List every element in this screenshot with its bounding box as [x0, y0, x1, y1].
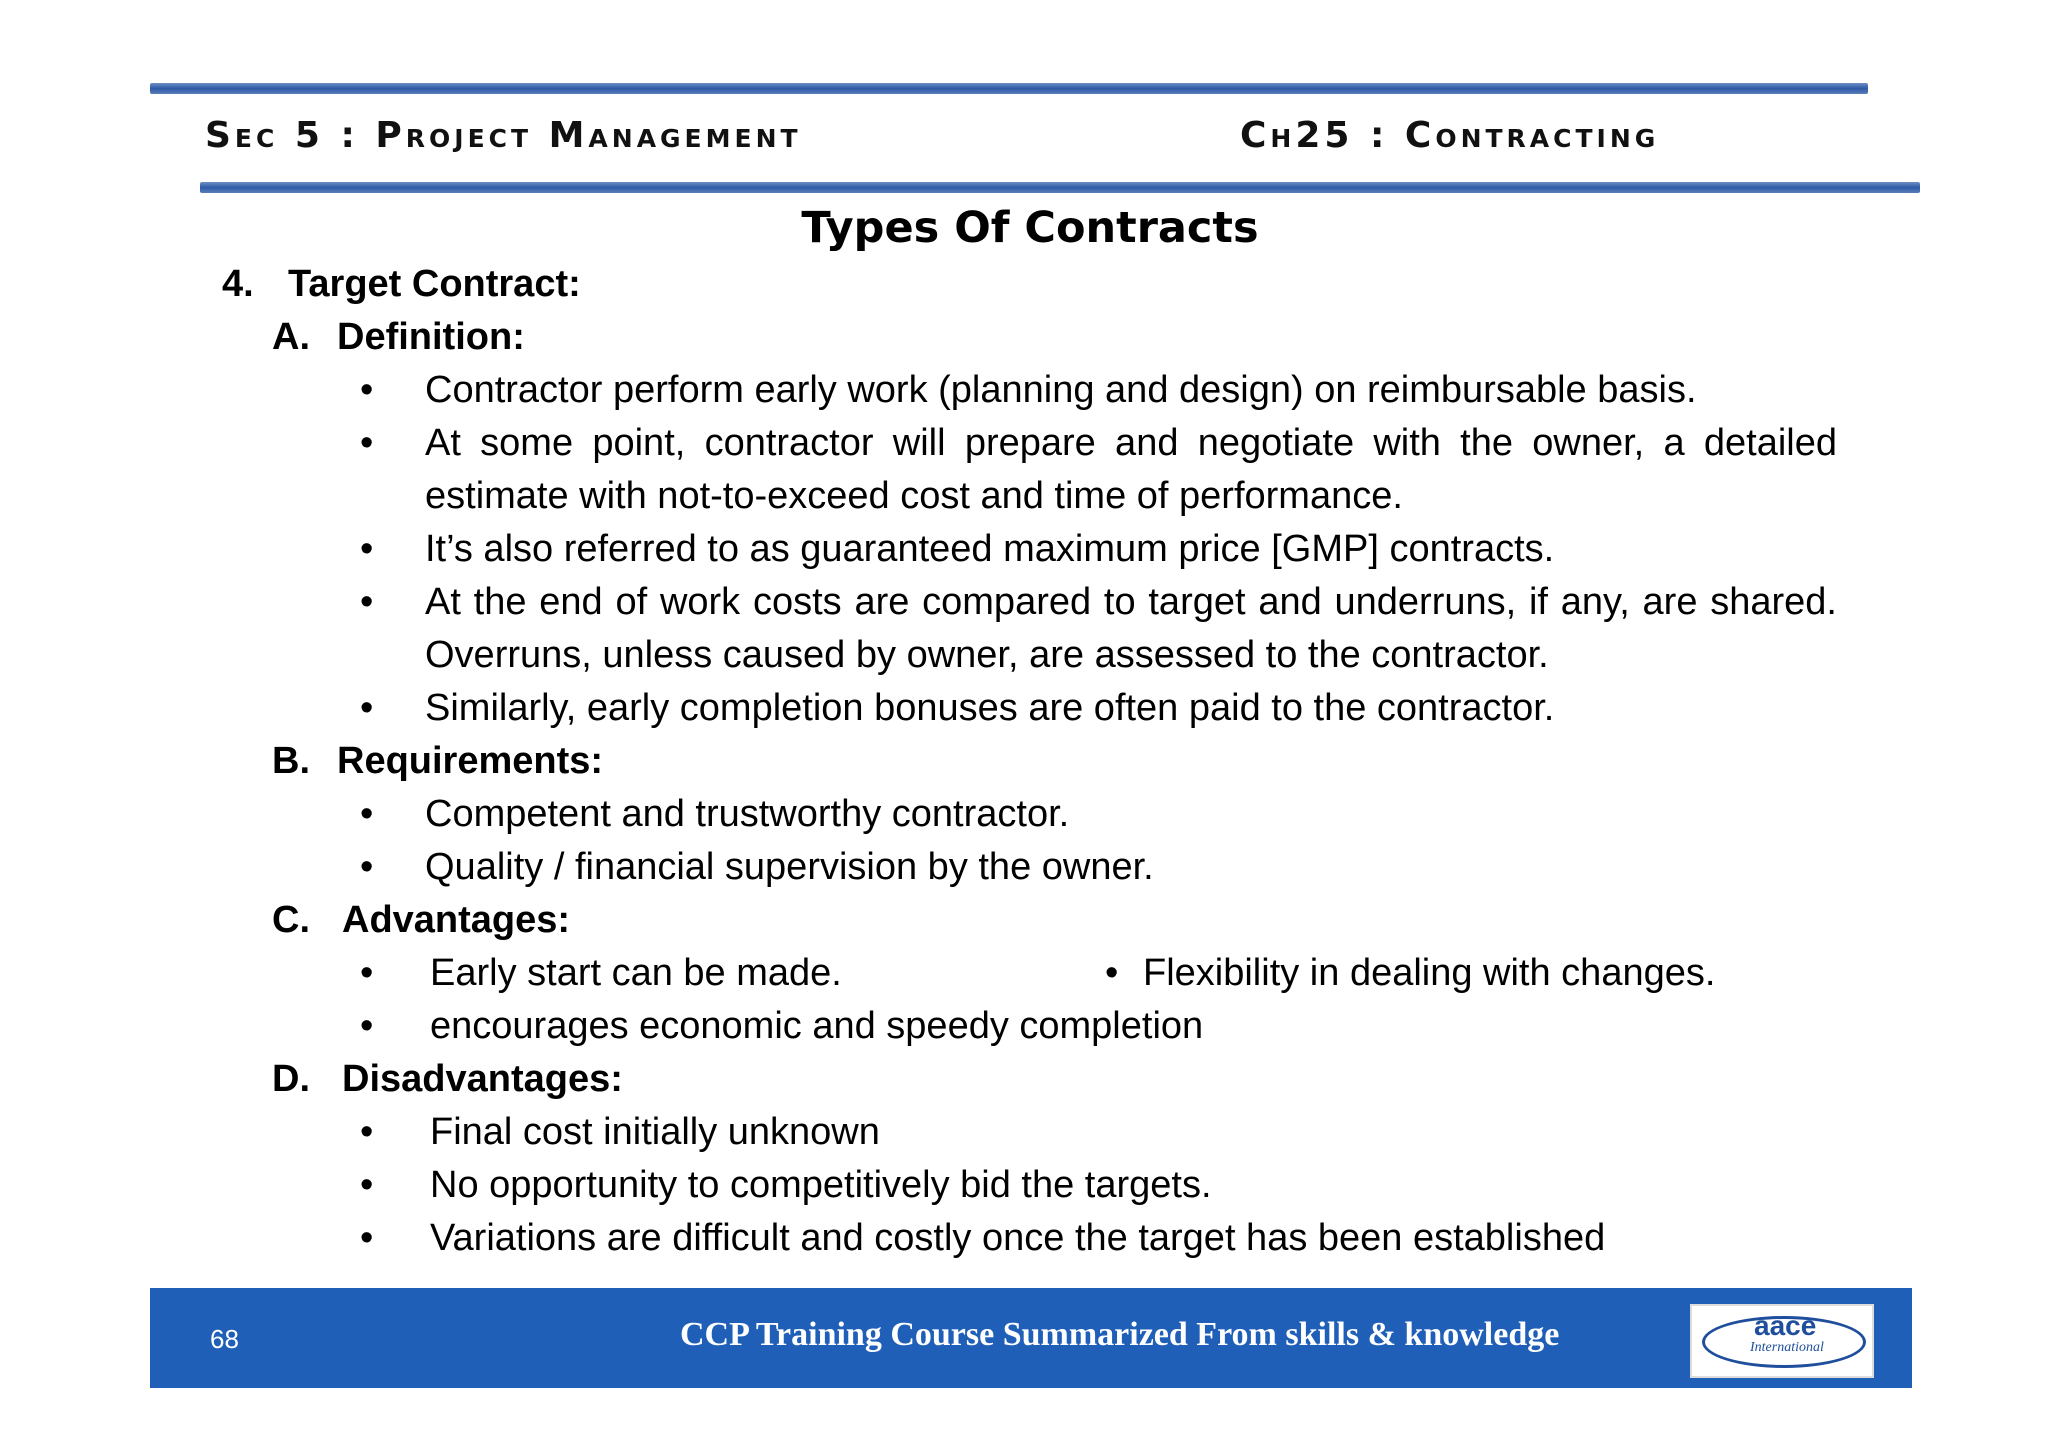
- chapter-heading: Ch25 : Contracting: [1240, 115, 1660, 156]
- bullet-icon: •: [360, 846, 374, 888]
- disadvantages-bullet-text: No opportunity to competitively bid the targets.: [430, 1164, 1212, 1206]
- slide-title: Types Of Contracts: [801, 203, 1259, 253]
- list-item: [0, 1212, 2048, 1265]
- requirements-letter: B.: [272, 740, 310, 782]
- bullet-icon: •: [1105, 952, 1119, 994]
- header-rule-bottom: [200, 182, 1920, 193]
- list-item: [0, 788, 2048, 841]
- list-item: [0, 576, 2048, 682]
- definition-bullet-text: Similarly, early completion bonuses are often paid to the contractor.: [425, 687, 1555, 729]
- disadvantages-label: Disadvantages:: [342, 1058, 623, 1100]
- requirements-heading: [0, 735, 2048, 788]
- bullet-icon: •: [360, 1111, 374, 1153]
- requirements-bullet-text: Quality / financial supervision by the owner.: [425, 846, 1154, 888]
- page-number: 68: [210, 1324, 239, 1354]
- aace-logo: [1690, 1304, 1874, 1378]
- bullet-icon: •: [360, 793, 374, 835]
- logo-subtext: International: [1750, 1340, 1824, 1355]
- advantages-bullet-text: encourages economic and speedy completion: [430, 1005, 1204, 1047]
- bullet-icon: •: [360, 581, 374, 623]
- item-heading: [0, 258, 2048, 311]
- definition-bullet-text: Contractor perform early work (planning and design) on reimbursable basis.: [425, 369, 1697, 411]
- footer-caption: CCP Training Course Summarized From skills & knowledge: [680, 1316, 1560, 1353]
- list-item: [0, 417, 2048, 523]
- list-item: [0, 947, 2048, 1000]
- logo-text: aace: [1754, 1310, 1817, 1341]
- definition-bullet-text: At the end of work costs are compared to target and underruns, if any, are shared. Overruns, unless caused by owner, are assessed to the contractor.: [425, 581, 1837, 676]
- list-item: [0, 1159, 2048, 1212]
- requirements-bullet-text: Competent and trustworthy contractor.: [425, 793, 1070, 835]
- item-number: 4.: [222, 263, 254, 305]
- definition-label: Definition:: [337, 316, 525, 358]
- list-item: [0, 1000, 2048, 1053]
- definition-bullet-text: It’s also referred to as guaranteed maximum price [GMP] contracts.: [425, 528, 1555, 570]
- bullet-icon: •: [360, 1005, 374, 1047]
- advantages-heading: [0, 894, 2048, 947]
- advantages-bullet-text: Early start can be made.: [430, 952, 842, 994]
- item-label: Target Contract:: [288, 263, 581, 305]
- bullet-icon: •: [360, 528, 374, 570]
- definition-heading: [0, 311, 2048, 364]
- list-item: [0, 682, 2048, 735]
- list-item: [0, 841, 2048, 894]
- list-item: [0, 523, 2048, 576]
- bullet-icon: •: [360, 422, 374, 464]
- section-heading: Sec 5 : Project Management: [205, 115, 802, 156]
- footer-bar: [150, 1288, 1912, 1388]
- header-rule-top: [150, 83, 1868, 94]
- requirements-label: Requirements:: [337, 740, 604, 782]
- advantages-letter: C.: [272, 899, 310, 941]
- advantages-bullet-text: Flexibility in dealing with changes.: [1143, 952, 1716, 994]
- bullet-icon: •: [360, 687, 374, 729]
- list-item: [0, 364, 2048, 417]
- bullet-icon: •: [360, 952, 374, 994]
- bullet-icon: •: [360, 1217, 374, 1259]
- definition-bullet-text: At some point, contractor will prepare and negotiate with the owner, a detailed estimate with not-to-exceed cost and time of performance.: [425, 422, 1837, 517]
- disadvantages-heading: [0, 1053, 2048, 1106]
- disadvantages-letter: D.: [272, 1058, 310, 1100]
- definition-letter: A.: [272, 316, 310, 358]
- list-item: [0, 1106, 2048, 1159]
- bullet-icon: •: [360, 369, 374, 411]
- disadvantages-bullet-text: Variations are difficult and costly once the target has been established: [430, 1217, 1606, 1259]
- bullet-icon: •: [360, 1164, 374, 1206]
- slide-body: [0, 258, 2048, 1265]
- advantages-label: Advantages:: [342, 899, 571, 941]
- disadvantages-bullet-text: Final cost initially unknown: [430, 1111, 880, 1153]
